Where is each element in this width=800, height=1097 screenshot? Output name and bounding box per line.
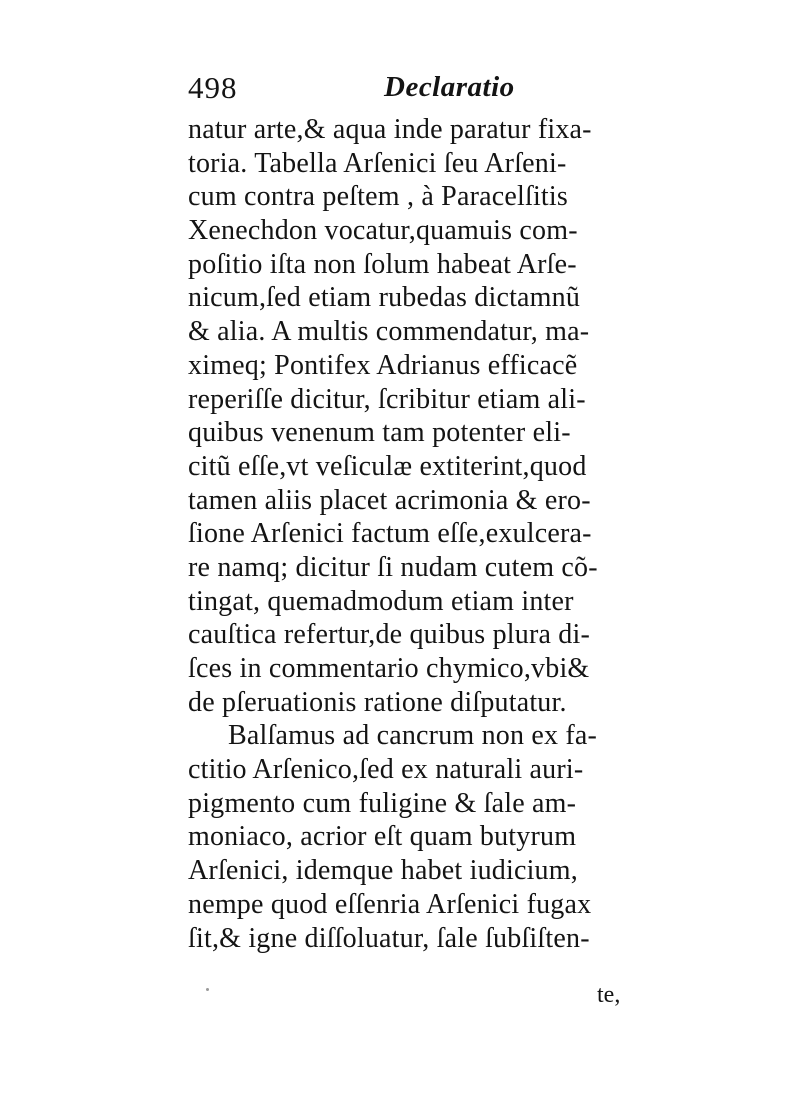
- text-line: & alia. A multis commendatur, ma-: [188, 316, 590, 348]
- text-line: pigmento cum fuligine & ſale am-: [188, 787, 577, 819]
- text-line: quibus venenum tam potenter eli-: [188, 417, 571, 449]
- text-line: ſces in commentario chymico,vbi&: [188, 653, 590, 684]
- text-line: Arſenici, idemque habet iudicium,: [188, 855, 578, 887]
- running-head: Declaratio: [384, 71, 515, 103]
- text-line: toria. Tabella Arſenici ſeu Arſeni-: [188, 147, 567, 179]
- page-number: 498: [188, 70, 238, 105]
- text-line: moniaco, acrior eſt quam butyrum: [188, 821, 577, 853]
- text-line: de pſeruationis ratione diſputatur.: [188, 686, 567, 718]
- catchword: te,: [597, 982, 621, 1008]
- text-line: cauſtica refertur,de quibus plura di-: [188, 619, 590, 651]
- text-line: tamen aliis placet acrimonia & ero-: [188, 484, 591, 516]
- text-line: ximeq; Pontifex Adrianus efficacẽ: [188, 349, 578, 381]
- text-line: tingat, quemadmodum etiam inter: [188, 585, 574, 617]
- page-header: [188, 70, 668, 114]
- text-line: ſit,& igne diſſoluatur, ſale ſubſiſten-: [188, 922, 590, 954]
- text-line: Xenechdon vocatur,quamuis com-: [188, 215, 578, 247]
- text-line: citũ eſſe,vt veſiculæ extiterint,quod: [188, 450, 587, 482]
- text-line: ſione Arſenici factum eſſe,exulcera-: [188, 518, 592, 550]
- text-line: nicum,ſed etiam rubedas dictamnũ: [188, 282, 581, 314]
- text-line: ctitio Arſenico,ſed ex naturali auri-: [188, 754, 584, 786]
- text-line: natur arte,& aqua inde paratur fixa-: [188, 114, 592, 145]
- text-line: reperiſſe dicitur, ſcribitur etiam ali-: [188, 383, 586, 415]
- text-line: cum contra peſtem , à Paracelſitis: [188, 181, 568, 213]
- paragraph-start-line: Balſamus ad cancrum non ex fa-: [228, 720, 598, 752]
- text-line: nempe quod eſſenria Arſenici fugax: [188, 888, 592, 920]
- text-line: poſitio iſta non ſolum habeat Arſe-: [188, 248, 577, 280]
- body-text: [188, 113, 658, 955]
- text-line: re namq; dicitur ſi nudam cutem cõ-: [188, 551, 598, 583]
- ink-speck: [206, 988, 209, 991]
